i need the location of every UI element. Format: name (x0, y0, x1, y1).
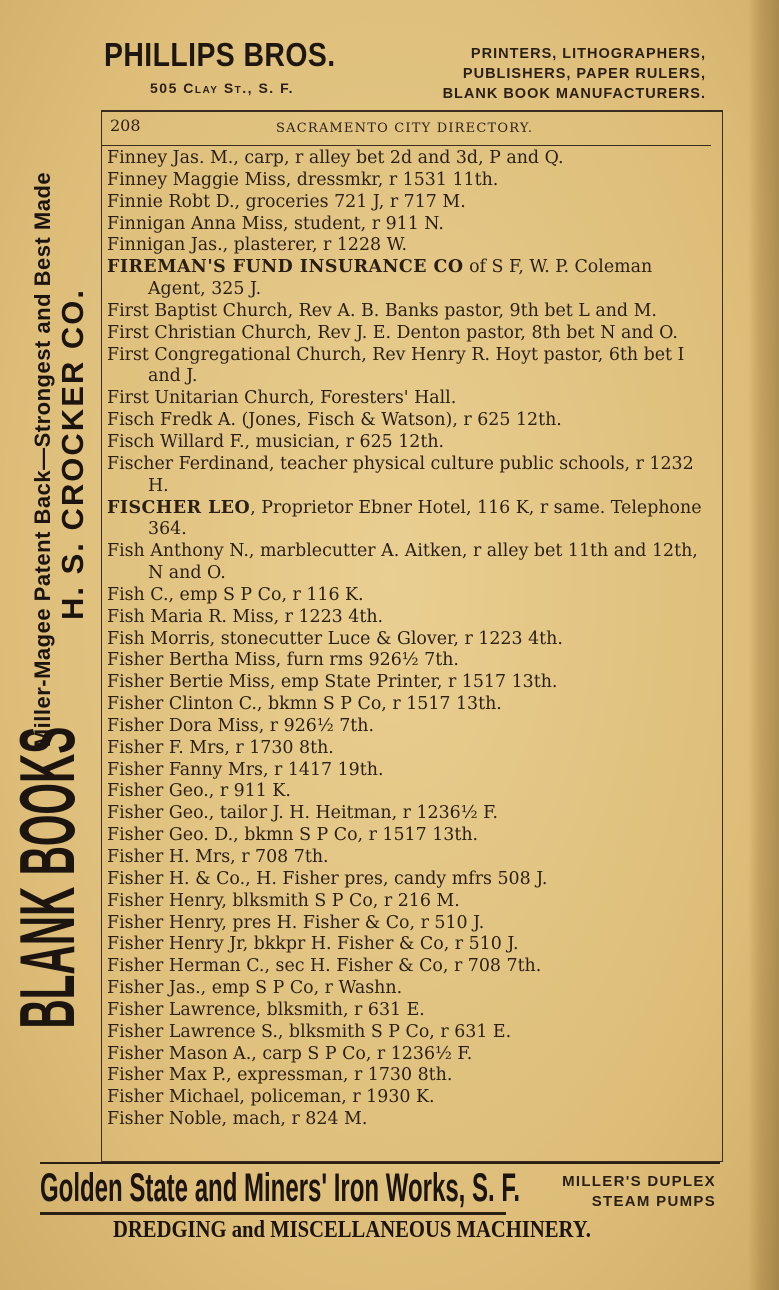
directory-entry (107, 978, 713, 1000)
directory-entry (107, 694, 713, 716)
running-head: SACRAMENTO CITY DIRECTORY. (276, 121, 534, 136)
entry-text: Fisher F. Mrs, r 1730 8th. (107, 737, 334, 758)
entry-text: Fisher H. Mrs, r 708 7th. (107, 847, 329, 867)
entry-text: Fisher Jas., emp S P Co, r Washn. (107, 978, 403, 999)
directory-entry (107, 913, 713, 935)
entry-text: Fish C., emp S P Co, r 116 K. (107, 584, 364, 605)
entry-text: Fisher Mason A., carp S P Co, r 1236½ F. (107, 1043, 473, 1064)
footer-rule (40, 1162, 720, 1164)
entry-text: Fisher Bertie Miss, emp State Printer, r 1517 13th. (107, 672, 558, 693)
directory-entry (107, 672, 713, 694)
directory-entry (107, 760, 713, 782)
directory-entry (107, 1044, 713, 1066)
directory-entry (107, 716, 713, 738)
directory-entry (107, 891, 713, 913)
publisher-brand: PHILLIPS BROS. (104, 36, 336, 73)
page-number: 208 (110, 116, 141, 135)
entry-text: Fisher Geo. D., bkmn S P Co, r 1517 13th. (107, 825, 479, 846)
pumps-line: STEAM PUMPS (591, 1193, 716, 1210)
entry-text: Fisher Clinton C., bkmn S P Co, r 1517 13th. (107, 694, 502, 715)
publisher-address: 505 Clay St., S. F. (150, 80, 294, 96)
side-banner-text: BLANK BOOKS (3, 726, 91, 1029)
publisher-services (401, 44, 706, 104)
directory-entry (107, 1109, 713, 1131)
entry-text: Fish Maria R. Miss, r 1223 4th. (107, 606, 384, 627)
entry-text: Fisher Fanny Mrs, r 1417 19th. (107, 759, 384, 780)
entry-text: Fisher Lawrence, blksmith, r 631 E. (107, 999, 425, 1020)
directory-entry (107, 345, 713, 389)
side-banner-text: H. S. CROCKER CO. (55, 288, 90, 620)
directory-entry (107, 607, 713, 629)
directory-entry (107, 1065, 713, 1087)
side-banner-text: Miller-Magee Patent Back—Strongest and Best Made (30, 171, 55, 748)
entry-text: Fisher Henry, pres H. Fisher & Co, r 510 J. (107, 912, 485, 933)
side-banner-blank-books (3, 726, 91, 1168)
entry-text: Fisher H. & Co., H. Fisher pres, candy mfrs 508 J. (107, 868, 548, 889)
directory-entry (107, 629, 713, 651)
header-rule (101, 145, 711, 146)
entry-text: Fish Morris, stonecutter Luce & Glover, r 1223 4th. (107, 628, 563, 649)
service-line: PRINTERS, LITHOGRAPHERS, (470, 46, 706, 62)
entry-text: Fisher Noble, mach, r 824 M. (107, 1109, 368, 1130)
directory-entry (107, 454, 713, 498)
entry-text: Finnie Robt D., groceries 721 J, r 717 M. (107, 191, 466, 212)
entry-text: Fisher Herman C., sec H. Fisher & Co, r 708 7th. (107, 956, 542, 977)
entry-text: First Congregational Church, Rev Henry R. Hoyt pastor, 6th bet I and J. (107, 344, 685, 387)
directory-entry (107, 803, 713, 825)
directory-entry (107, 541, 713, 585)
service-line: PUBLISHERS, PAPER RULERS, (462, 66, 706, 82)
entry-lead: FISCHER LEO (107, 497, 251, 518)
entry-text: Fish Anthony N., marblecutter A. Aitken, r alley bet 11th and 12th, N and O. (107, 541, 698, 584)
directory-entry (107, 869, 713, 891)
entry-text: Fisher Geo., tailor J. H. Heitman, r 1236½ F. (107, 803, 498, 824)
entry-text: Fisch Willard F., musician, r 625 12th. (107, 431, 445, 452)
directory-entry (107, 323, 713, 345)
entry-text: Fisher Dora Miss, r 926½ 7th. (107, 715, 374, 736)
entry-text: Fisher Lawrence S., blksmith S P Co, r 631 E. (107, 1021, 512, 1042)
entry-text: Fisher Bertha Miss, furn rms 926½ 7th. (107, 650, 459, 671)
directory-entry (107, 847, 713, 869)
directory-entry (107, 170, 713, 192)
entry-text: Finney Maggie Miss, dressmkr, r 1531 11th. (107, 169, 499, 190)
directory-entry (107, 1087, 713, 1109)
entry-text: First Unitarian Church, Foresters' Hall. (107, 388, 457, 409)
directory-entries (107, 148, 713, 1131)
directory-entry (107, 235, 713, 257)
directory-entry (107, 1022, 713, 1044)
entry-text: Finnigan Anna Miss, student, r 911 N. (107, 213, 444, 234)
directory-entry (107, 585, 713, 607)
directory-entry (107, 410, 713, 432)
directory-entry (107, 192, 713, 214)
directory-entry (107, 1000, 713, 1022)
entry-text: Fischer Ferdinand, teacher physical culture public schools, r 1232 H. (107, 453, 694, 496)
directory-entry (107, 214, 713, 236)
service-line: BLANK BOOK MANUFACTURERS. (442, 86, 706, 102)
footer-dredging: DREDGING and MISCELLANEOUS MACHINERY. (113, 1217, 591, 1243)
page-edge-shadow (748, 0, 779, 1290)
entry-text: First Christian Church, Rev J. E. Denton pastor, 8th bet N and O. (107, 322, 678, 343)
entry-text: Fisher Henry Jr, bkkpr H. Fisher & Co, r 510 J. (107, 934, 519, 955)
footer-pumps (510, 1172, 716, 1212)
directory-entry (107, 781, 713, 803)
entry-text: Fisher Michael, policeman, r 1930 K. (107, 1087, 435, 1108)
directory-entry (107, 650, 713, 672)
directory-entry (107, 738, 713, 760)
directory-entry (107, 825, 713, 847)
entry-text: Finney Jas. M., carp, r alley bet 2d and 3d, P and Q. (107, 148, 564, 168)
side-banner-crocker (56, 262, 90, 646)
directory-entry (107, 301, 713, 323)
entry-text: First Baptist Church, Rev A. B. Banks pastor, 9th bet L and M. (107, 300, 657, 321)
entry-text: of S F, W. P. Coleman Agent, 325 J. (148, 257, 653, 300)
directory-entry (107, 432, 713, 454)
directory-entry (107, 257, 713, 301)
entry-lead: FIREMAN'S FUND INSURANCE CO (107, 257, 464, 278)
entry-text: Fisch Fredk A. (Jones, Fisch & Watson), r 625 12th. (107, 410, 562, 431)
directory-entry (107, 956, 713, 978)
entry-text: , Proprietor Ebner Hotel, 116 K, r same. Telephone 364. (148, 497, 702, 540)
footer-golden-state: Golden State and Miners' Iron Works, S. F. (40, 1166, 521, 1210)
footer-rule (40, 1212, 506, 1215)
directory-entry (107, 388, 713, 410)
directory-entry (107, 934, 713, 956)
entry-text: Fisher Geo., r 911 K. (107, 781, 291, 802)
directory-entry (107, 498, 713, 542)
entry-text: Fisher Henry, blksmith S P Co, r 216 M. (107, 890, 460, 911)
pumps-line: MILLER'S DUPLEX (562, 1173, 716, 1190)
directory-entry (107, 148, 713, 170)
entry-text: Fisher Max P., expressman, r 1730 8th. (107, 1065, 453, 1086)
entry-text: Finnigan Jas., plasterer, r 1228 W. (107, 235, 407, 256)
